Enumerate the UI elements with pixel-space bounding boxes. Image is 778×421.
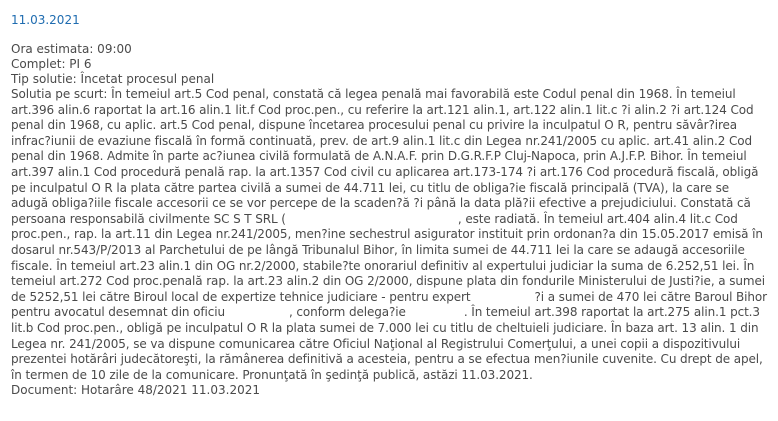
case-date-link[interactable]: 11.03.2021 [11,13,80,27]
summary-part-4: , conform delega?ie [288,305,406,320]
summary-part-3: ?i a sumei de 470 lei către Baroul Bihor pentru avocatul desemnat din oficiu [11,289,767,320]
solution-summary [11,87,767,383]
document-reference: Document: Hotarâre 48/2021 11.03.2021 [11,383,260,398]
summary-part-2: , este radiată. În temeiul art.404 alin.4 lit.c Cod proc.pen., rap. la art.11 din Legea nr.241/2005, men?ine sechestrul asigurator instituit prin ordonan?a din 15.05.2017 emisă în dosarul nr.543/P/2013 al Parchetului de pe lângă Tribunalul Bihor, în limita sumei de 44.711 lei la care se adaugă accesoriile fiscale. În temeiul art.23 alin.1 din OG nr.2/2000, stabile?te onorariul definitiv al expertului judiciar la suma de 6.252,51 lei. În temeiul art.272 Cod proc.penală rap. la art.23 alin.2 din OG 2/2000, dispune plata din fondurile Ministerului de Justi?ie, a sumei de 5252,51 lei către Biroul local de expertize tehnice judiciare - pentru expert [11,211,765,304]
case-entry [11,12,767,398]
panel: Complet: PI 6 [11,57,92,71]
summary-part-5: . În temeiul art.398 raportat la art.275 alin.1 pct.3 lit.b Cod proc.pen., obligă pe inculpatul O R la plata sumei de 7.000 lei cu titlu de cheltuieli judiciare. În baza art. 13 alin. 1 din Legea nr. 241/2005, se va dispune comunicarea către Oficiul Naţional al Registrului Comerţului, a unei copii a dispozitivului prezentei hotărâri judecătoreşti, la rămânerea definitivă a acesteia, pentru a se efectua men?iunile cuvenite. Cu drept de apel, în termen de 10 zile de la comunicare. Pronunţată în şedinţă publică, astăzi 11.03.2021. [11,305,763,382]
solution-type: Tip solutie: Încetat procesul penal [11,72,215,86]
summary-part-1: Solutia pe scurt: În temeiul art.5 Cod penal, constată că legea penală mai favorabilă este Codul penal din 1968. În temeiul art.396 alin.6 raportat la art.16 alin.1 lit.f Cod proc.pen., cu referire la art.121 alin.1, art.122 alin.1 lit.c ?i alin.2 ?i art.124 Cod penal din 1968, cu aplic. art.5 Cod penal, dispune încetarea procesului penal cu privire la inculpatul O R, pentru săvâr?irea infrac?iunii de evaziune fiscală în formă continuată, prev. de art.9 alin.1 lit.c din Legea nr.241/2005 cu aplic. art.41 alin.2 Cod penal din 1968. Admite în parte ac?iunea civilă formulată de A.N.A.F. prin D.G.R.F.P Cluj-Napoca, prin A.J.F.P. Bihor. În temeiul art.397 alin.1 Cod procedură penală rap. la art.1357 Cod civil cu aplicarea art.173-174 ?i art.176 Cod procedură fiscală, obligă pe inculpatul O R la plata către partea civilă a sumei de 44.711 lei, cu titlu de obliga?ie fiscală principală (TVA), la care se adugă obliga?iile fiscale accesorii ce se vor percepe de la scaden?ă ?i până la data plă?ii efective a prejudiciului. Constată că persoana responsabilă civilmente SC S T SRL ( [11,87,759,226]
estimated-time: Ora estimata: 09:00 [11,42,132,56]
